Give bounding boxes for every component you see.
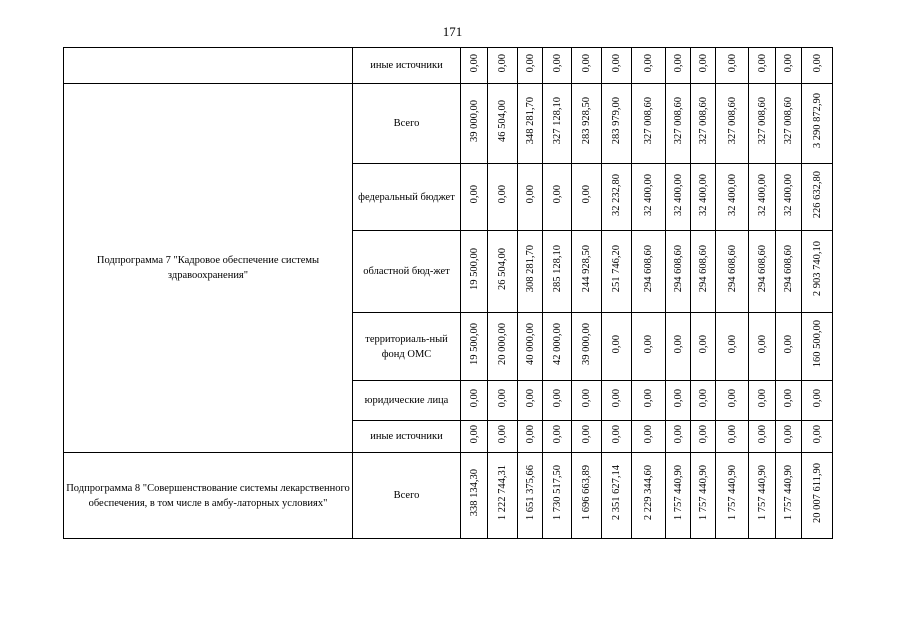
year-value-cell: [572, 453, 602, 539]
value-text: 283 979,00: [611, 97, 622, 145]
value-text: 19 500,00: [468, 248, 480, 290]
value-text: 294 608,60: [697, 245, 709, 293]
year-value-cell: [716, 381, 749, 421]
value-text: 327 008,60: [783, 97, 794, 145]
year-value-cell: [488, 231, 518, 313]
funding-source-cell: юридические лица: [353, 381, 461, 421]
year-value-cell: [602, 48, 632, 84]
year-value-cell: [716, 313, 749, 381]
value-text: 327 008,60: [672, 97, 684, 145]
value-text: 20 007 611,90: [811, 463, 823, 523]
year-value-cell: [666, 48, 691, 84]
year-value-cell: [602, 231, 632, 313]
year-value-cell: [691, 164, 716, 231]
value-text: 0,00: [581, 388, 592, 408]
value-text: 0,00: [756, 53, 768, 73]
year-value-cell: [691, 453, 716, 539]
value-text: 0,00: [643, 334, 654, 354]
funding-source-cell: иные источники: [353, 48, 461, 84]
value-text: 327 008,60: [756, 97, 768, 145]
year-value-cell: [749, 164, 776, 231]
year-value-cell: [776, 48, 802, 84]
year-value-cell: [666, 453, 691, 539]
value-text: 294 608,60: [726, 245, 738, 293]
year-value-cell: [518, 48, 543, 84]
year-value-cell: [632, 164, 666, 231]
year-value-cell: [543, 313, 572, 381]
funding-source-cell: областной бюд-жет: [353, 231, 461, 313]
value-text: 0,00: [672, 53, 684, 73]
value-text: 0,00: [497, 185, 508, 204]
value-text: 0,00: [783, 388, 794, 408]
year-value-cell: [749, 421, 776, 453]
value-text: 39 000,00: [468, 100, 480, 142]
value-text: 0,00: [783, 334, 794, 354]
value-text: 0,00: [497, 388, 508, 408]
year-value-cell: [632, 48, 666, 84]
value-text: 244 928,50: [581, 245, 592, 293]
value-text: 0,00: [581, 185, 592, 204]
year-value-cell: [691, 231, 716, 313]
value-text: 294 608,60: [783, 245, 794, 293]
value-text: 294 608,60: [672, 245, 684, 293]
year-value-cell: [518, 381, 543, 421]
year-value-cell: [776, 164, 802, 231]
year-value-cell: [572, 421, 602, 453]
year-value-cell: [518, 84, 543, 164]
value-text: 2 903 740,10: [811, 241, 823, 297]
value-text: 1 222 744,31: [497, 465, 508, 521]
year-value-cell: [776, 84, 802, 164]
value-text: 0,00: [524, 53, 536, 73]
total-value-cell: [802, 313, 833, 381]
year-value-cell: [461, 84, 488, 164]
year-value-cell: [572, 84, 602, 164]
year-value-cell: [666, 421, 691, 453]
year-value-cell: [518, 453, 543, 539]
year-value-cell: [716, 453, 749, 539]
value-text: 348 281,70: [524, 97, 536, 145]
value-text: 160 500,00: [811, 320, 823, 368]
total-value-cell: [802, 453, 833, 539]
value-text: 32 232,80: [611, 173, 622, 216]
value-text: 0,00: [468, 388, 480, 408]
value-text: 0,00: [672, 424, 684, 444]
value-text: 0,00: [643, 424, 654, 444]
year-value-cell: [666, 84, 691, 164]
value-text: 3 290 872,90: [811, 93, 823, 149]
year-value-cell: [691, 421, 716, 453]
year-value-cell: [632, 313, 666, 381]
value-text: 32 400,00: [643, 173, 654, 216]
funding-source-cell: федеральный бюджет: [353, 164, 461, 231]
year-value-cell: [691, 84, 716, 164]
value-text: 0,00: [524, 185, 536, 204]
total-value-cell: [802, 48, 833, 84]
year-value-cell: [488, 48, 518, 84]
value-text: 0,00: [697, 334, 709, 354]
year-value-cell: [749, 48, 776, 84]
value-text: 2 351 627,14: [611, 465, 622, 521]
value-text: 0,00: [497, 424, 508, 444]
year-value-cell: [716, 84, 749, 164]
year-value-cell: [518, 421, 543, 453]
year-value-cell: [749, 313, 776, 381]
year-value-cell: [691, 48, 716, 84]
total-value-cell: [802, 421, 833, 453]
funding-source-cell: иные источники: [353, 421, 461, 453]
year-value-cell: [488, 453, 518, 539]
funding-source-cell: Всего: [353, 453, 461, 539]
value-text: 0,00: [524, 424, 536, 444]
value-text: 0,00: [672, 334, 684, 354]
value-text: 1 696 663,89: [581, 465, 592, 521]
year-value-cell: [461, 164, 488, 231]
value-text: 0,00: [726, 424, 738, 444]
value-text: 0,00: [726, 53, 738, 73]
value-text: 0,00: [551, 185, 563, 204]
year-value-cell: [518, 313, 543, 381]
value-text: 0,00: [811, 424, 823, 444]
total-value-cell: [802, 381, 833, 421]
value-text: 0,00: [672, 388, 684, 408]
value-text: 32 400,00: [672, 173, 684, 216]
year-value-cell: [776, 313, 802, 381]
year-value-cell: [543, 381, 572, 421]
year-value-cell: [749, 453, 776, 539]
funding-table: [63, 47, 833, 539]
year-value-cell: [461, 381, 488, 421]
value-text: 0,00: [697, 424, 709, 444]
year-value-cell: [602, 313, 632, 381]
year-value-cell: [543, 84, 572, 164]
program-name-cell: Подпрограмма 8 "Совершенствование системы лекарственного обеспечения, в том числе в амбу-латорных условиях": [64, 453, 353, 539]
value-text: 0,00: [497, 53, 508, 73]
program-name-cell: [64, 48, 353, 84]
value-text: 283 928,50: [581, 97, 592, 145]
funding-source-cell: территориаль-ный фонд ОМС: [353, 313, 461, 381]
year-value-cell: [488, 84, 518, 164]
year-value-cell: [488, 421, 518, 453]
year-value-cell: [716, 164, 749, 231]
table-row: [64, 48, 833, 84]
value-text: 294 608,60: [756, 245, 768, 293]
year-value-cell: [543, 421, 572, 453]
year-value-cell: [776, 453, 802, 539]
value-text: 0,00: [581, 53, 592, 73]
year-value-cell: [632, 84, 666, 164]
value-text: 0,00: [611, 388, 622, 408]
year-value-cell: [461, 231, 488, 313]
value-text: 285 128,10: [551, 245, 563, 293]
value-text: 0,00: [783, 53, 794, 73]
value-text: 32 400,00: [726, 173, 738, 216]
year-value-cell: [543, 48, 572, 84]
year-value-cell: [543, 164, 572, 231]
year-value-cell: [666, 313, 691, 381]
total-value-cell: [802, 231, 833, 313]
year-value-cell: [488, 381, 518, 421]
year-value-cell: [632, 381, 666, 421]
year-value-cell: [488, 164, 518, 231]
year-value-cell: [572, 313, 602, 381]
funding-source-cell: Всего: [353, 84, 461, 164]
year-value-cell: [602, 421, 632, 453]
year-value-cell: [632, 421, 666, 453]
year-value-cell: [518, 231, 543, 313]
value-text: 0,00: [551, 388, 563, 408]
value-text: 20 000,00: [497, 323, 508, 365]
value-text: 0,00: [756, 388, 768, 408]
value-text: 39 000,00: [581, 323, 592, 365]
value-text: 0,00: [581, 424, 592, 444]
year-value-cell: [488, 313, 518, 381]
year-value-cell: [602, 381, 632, 421]
year-value-cell: [461, 48, 488, 84]
value-text: 0,00: [697, 53, 709, 73]
value-text: 46 504,00: [497, 100, 508, 142]
value-text: 0,00: [551, 424, 563, 444]
value-text: 0,00: [783, 424, 794, 444]
year-value-cell: [716, 421, 749, 453]
year-value-cell: [602, 84, 632, 164]
value-text: 40 000,00: [524, 323, 536, 365]
value-text: 0,00: [611, 53, 622, 73]
page-number: 171: [442, 24, 463, 39]
value-text: 0,00: [611, 424, 622, 444]
value-text: 0,00: [726, 334, 738, 354]
year-value-cell: [602, 164, 632, 231]
year-value-cell: [716, 231, 749, 313]
table-row: [64, 84, 833, 164]
value-text: 1 651 375,66: [524, 465, 536, 521]
year-value-cell: [749, 231, 776, 313]
value-text: 1 757 440,90: [726, 465, 738, 521]
year-value-cell: [749, 381, 776, 421]
year-value-cell: [666, 231, 691, 313]
total-value-cell: [802, 84, 833, 164]
year-value-cell: [461, 421, 488, 453]
value-text: 1 757 440,90: [783, 465, 794, 521]
value-text: 1 757 440,90: [672, 465, 684, 521]
total-value-cell: [802, 164, 833, 231]
value-text: 338 134,30: [468, 469, 480, 517]
year-value-cell: [716, 48, 749, 84]
value-text: 0,00: [551, 53, 563, 73]
value-text: 26 504,00: [497, 248, 508, 290]
year-value-cell: [543, 453, 572, 539]
year-value-cell: [632, 231, 666, 313]
value-text: 294 608,60: [643, 245, 654, 293]
value-text: 0,00: [643, 388, 654, 408]
value-text: 327 128,10: [551, 97, 563, 145]
value-text: 0,00: [643, 53, 654, 73]
year-value-cell: [572, 231, 602, 313]
year-value-cell: [666, 164, 691, 231]
value-text: 0,00: [468, 53, 480, 73]
table-row: [64, 453, 833, 539]
value-text: 327 008,60: [726, 97, 738, 145]
value-text: 32 400,00: [756, 173, 768, 216]
value-text: 0,00: [468, 185, 480, 204]
value-text: 0,00: [726, 388, 738, 408]
value-text: 1 757 440,90: [697, 465, 709, 521]
year-value-cell: [572, 48, 602, 84]
value-text: 42 000,00: [551, 323, 563, 365]
program-name-cell: Подпрограмма 7 "Кадровое обеспечение системы здравоохранения": [64, 84, 353, 453]
value-text: 327 008,60: [697, 97, 709, 145]
year-value-cell: [572, 381, 602, 421]
value-text: 0,00: [811, 53, 823, 73]
value-text: 0,00: [524, 388, 536, 408]
year-value-cell: [518, 164, 543, 231]
value-text: 32 400,00: [783, 173, 794, 216]
value-text: 226 632,80: [811, 170, 823, 219]
year-value-cell: [691, 313, 716, 381]
value-text: 251 746,20: [611, 245, 622, 293]
year-value-cell: [572, 164, 602, 231]
value-text: 327 008,60: [643, 97, 654, 145]
value-text: 1 730 517,50: [551, 465, 563, 521]
value-text: 308 281,70: [524, 245, 536, 293]
value-text: 32 400,00: [697, 173, 709, 216]
value-text: 0,00: [811, 388, 823, 408]
value-text: 0,00: [611, 334, 622, 354]
year-value-cell: [666, 381, 691, 421]
year-value-cell: [461, 313, 488, 381]
year-value-cell: [776, 421, 802, 453]
year-value-cell: [602, 453, 632, 539]
year-value-cell: [749, 84, 776, 164]
value-text: 19 500,00: [468, 323, 480, 365]
year-value-cell: [543, 231, 572, 313]
value-text: 0,00: [468, 424, 480, 444]
value-text: 0,00: [756, 334, 768, 354]
year-value-cell: [632, 453, 666, 539]
year-value-cell: [691, 381, 716, 421]
year-value-cell: [461, 453, 488, 539]
year-value-cell: [776, 231, 802, 313]
value-text: 2 229 344,60: [643, 465, 654, 521]
value-text: 0,00: [697, 388, 709, 408]
value-text: 1 757 440,90: [756, 465, 768, 521]
year-value-cell: [776, 381, 802, 421]
value-text: 0,00: [756, 424, 768, 444]
